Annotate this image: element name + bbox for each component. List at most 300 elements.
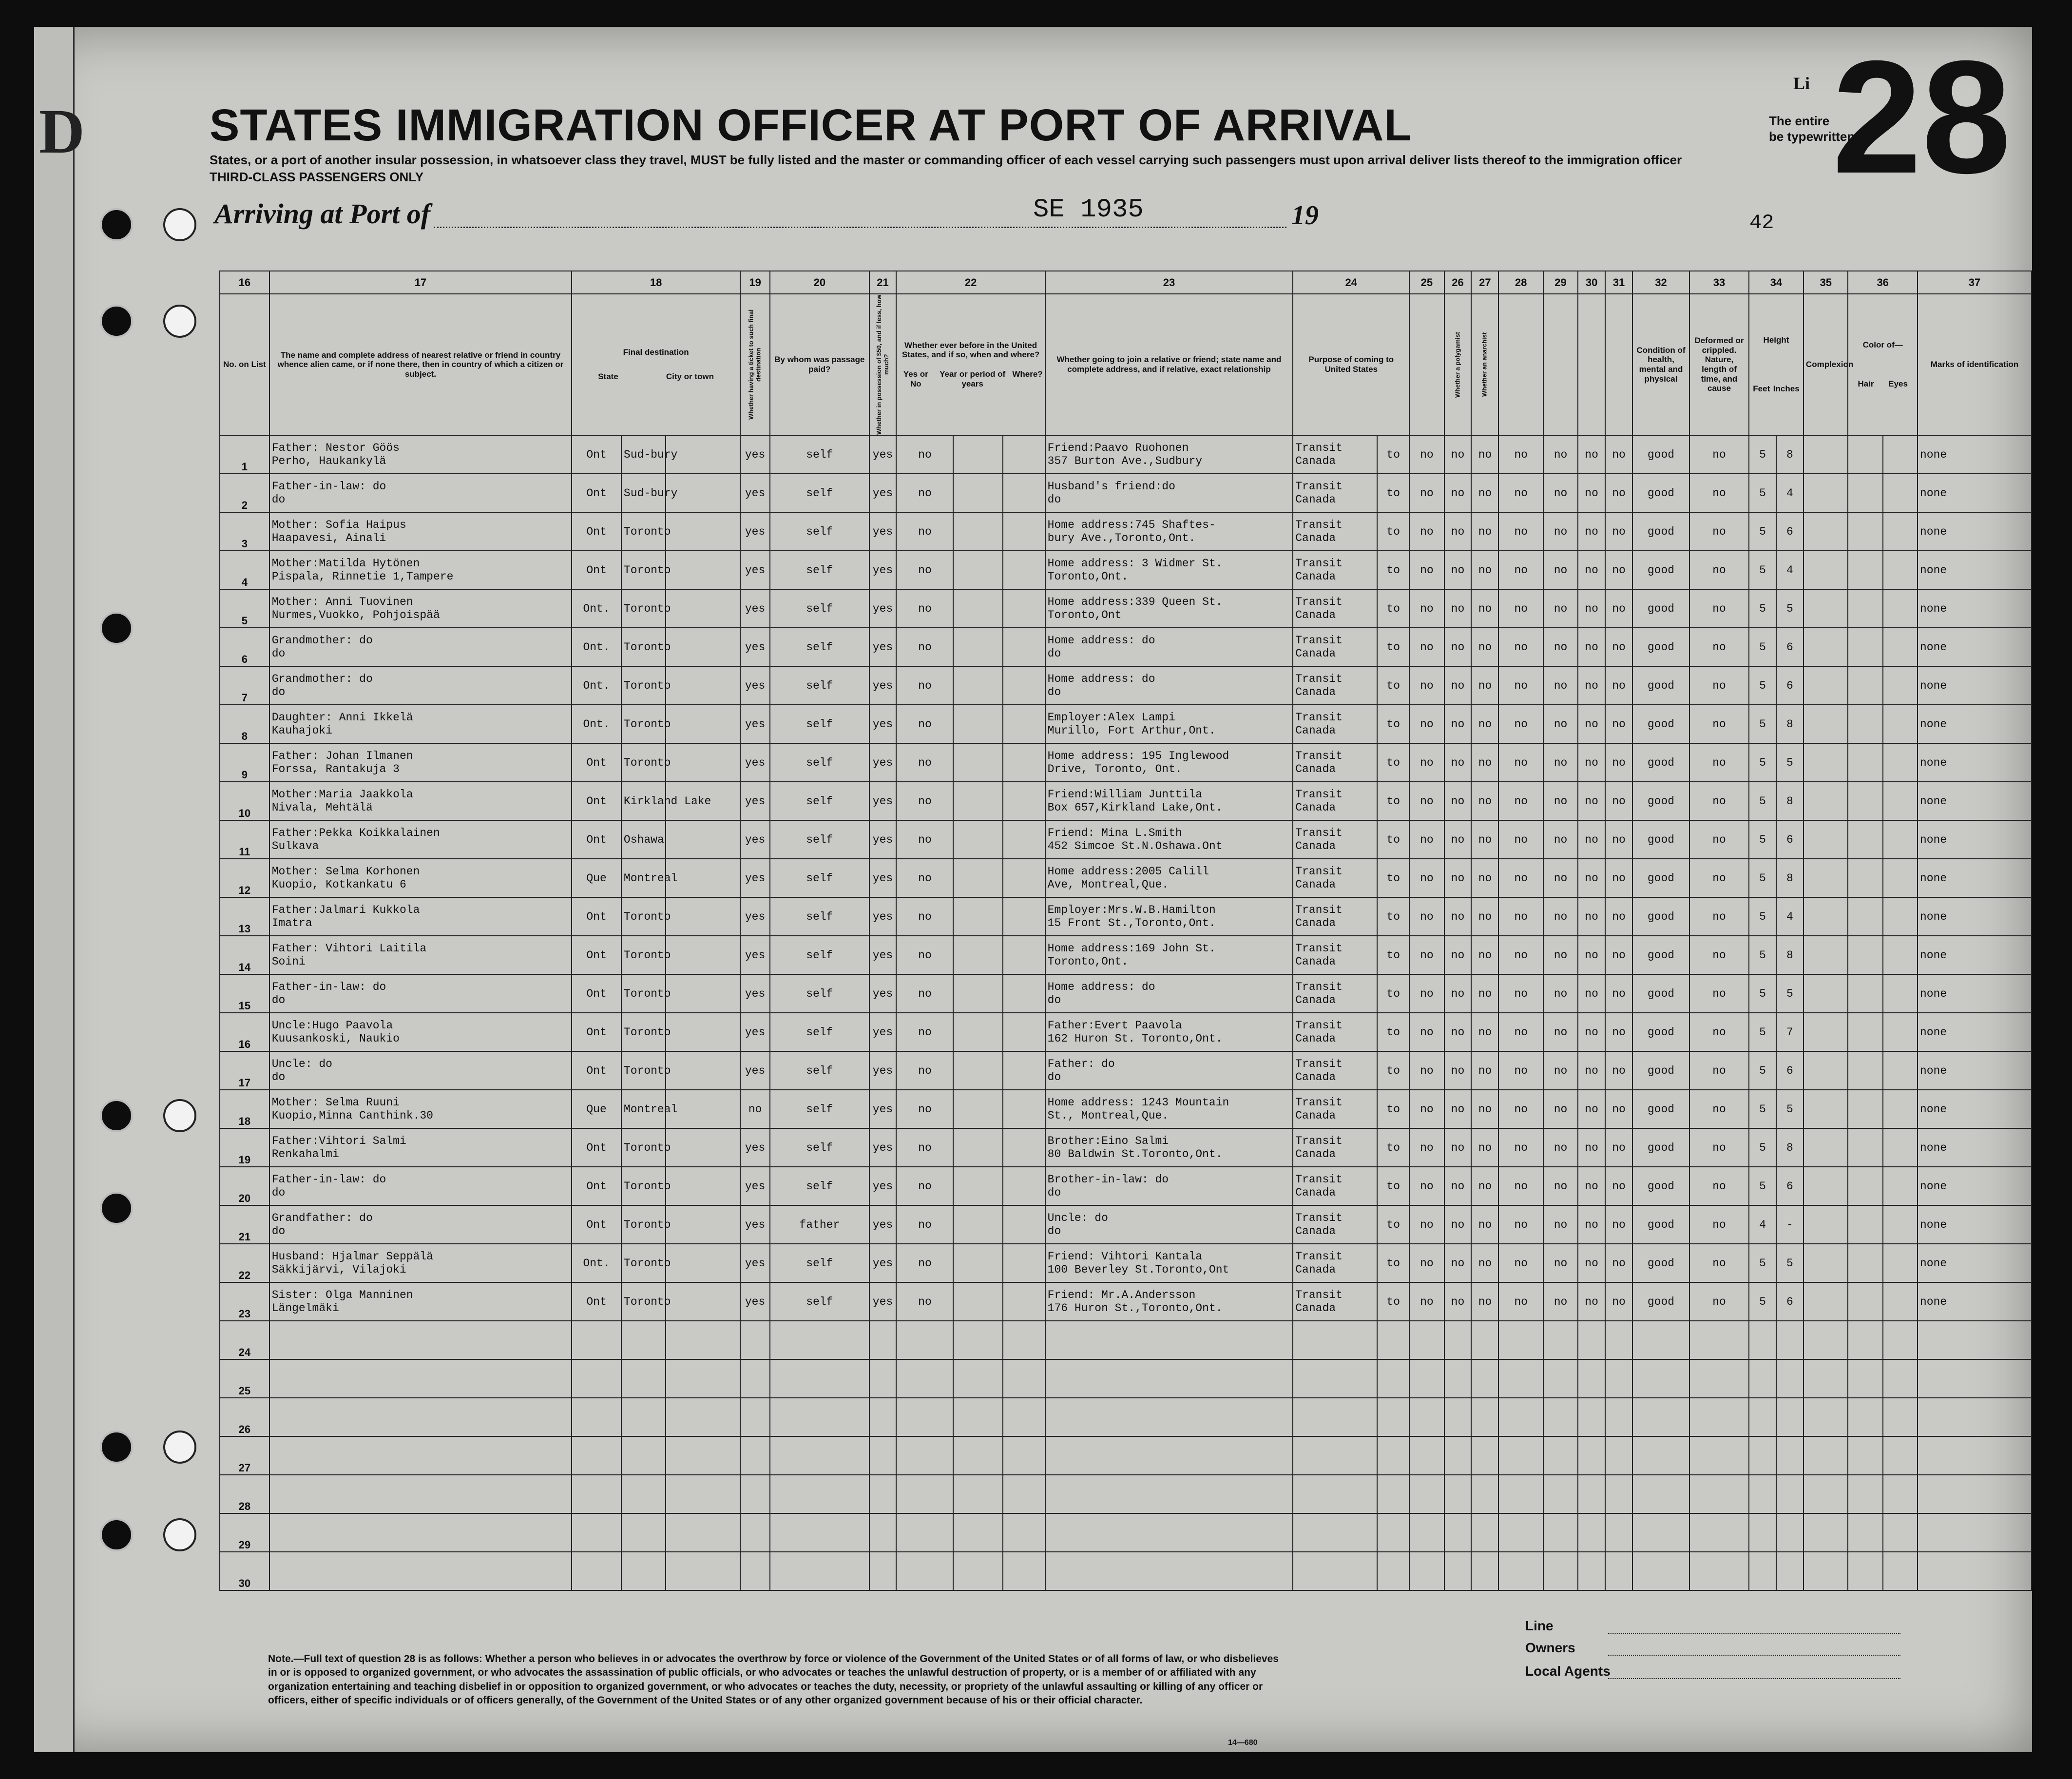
cell-empty	[1632, 1552, 1689, 1590]
cell-marks: none	[1918, 1244, 2032, 1282]
cell-c28: no	[1498, 666, 1543, 705]
cell-empty	[953, 1282, 1003, 1321]
cell-join2: do	[1047, 647, 1061, 660]
cell-join1: Uncle: do	[1047, 1212, 1108, 1225]
cell-city: Sud-bury	[621, 474, 666, 512]
cell-empty	[953, 628, 1003, 666]
cell-paid: self	[770, 705, 869, 743]
cell-c26: no	[1444, 897, 1472, 936]
header-col31	[1605, 294, 1632, 435]
cell-join2: do	[1047, 493, 1061, 506]
cell-purpose2: Canada	[1295, 762, 1336, 775]
cell-money: yes	[869, 666, 897, 705]
cell-empty	[1883, 1398, 1918, 1436]
cell-empty	[1918, 1359, 2032, 1398]
cell-empty	[953, 820, 1003, 859]
cell-empty	[896, 1513, 953, 1552]
cell-c28: no	[1498, 1090, 1543, 1128]
cell-empty	[621, 1321, 666, 1359]
header-deformed: Deformed or crippled. Nature, length of time, and cause	[1689, 294, 1749, 435]
cell-empty	[1498, 1513, 1543, 1552]
manifest-row	[220, 1090, 2032, 1128]
cell-empty	[1003, 1167, 1045, 1205]
cell-empty	[953, 1359, 1003, 1398]
cell-c27: no	[1471, 974, 1498, 1013]
cell-c29: no	[1543, 1051, 1578, 1090]
cell-purpose1: Transit	[1295, 750, 1343, 763]
cell-to: to	[1377, 820, 1409, 859]
cell-empty	[1471, 1436, 1498, 1475]
header-col30	[1578, 294, 1605, 435]
cell-empty	[1003, 1090, 1045, 1128]
cell-c31: no	[1605, 782, 1632, 820]
cell-join1	[1045, 1167, 1293, 1205]
cell-empty	[1848, 1244, 1882, 1282]
cell-join2: 80 Baldwin St.Toronto,Ont.	[1047, 1147, 1223, 1160]
cell-c26: no	[1444, 666, 1472, 705]
cell-c30: no	[1578, 1051, 1605, 1090]
cell-c27: no	[1471, 474, 1498, 512]
header-color-of	[1848, 294, 1917, 435]
manifest-row-empty	[220, 1321, 2032, 1359]
cell-empty	[666, 974, 740, 1013]
cell-feet: 5	[1749, 435, 1776, 474]
cell-c29: no	[1543, 1205, 1578, 1244]
cell-c27: no	[1471, 666, 1498, 705]
city-label: City or town	[666, 372, 714, 381]
cell-c31: no	[1605, 512, 1632, 551]
cell-rel2: Haapavesi, Ainali	[271, 531, 386, 544]
cell-paid: self	[770, 974, 869, 1013]
cell-c31: no	[1605, 974, 1632, 1013]
cell-empty	[1293, 1475, 1377, 1513]
cell-purpose1	[1293, 705, 1377, 743]
cell-money: yes	[869, 1244, 897, 1282]
cell-empty	[1689, 1436, 1749, 1475]
cell-money: yes	[869, 1051, 897, 1090]
cell-empty	[1003, 1321, 1045, 1359]
cell-empty	[1848, 897, 1882, 936]
cell-c26: no	[1444, 974, 1472, 1013]
cell-purpose1	[1293, 1282, 1377, 1321]
cell-paid: self	[770, 1013, 869, 1051]
cell-health: good	[1632, 1205, 1689, 1244]
cell-inches: 6	[1776, 1051, 1803, 1090]
cell-c30: no	[1578, 551, 1605, 589]
cell-empty	[666, 1244, 740, 1282]
cell-c25: no	[1409, 936, 1444, 974]
cell-c25: no	[1409, 474, 1444, 512]
cell-empty	[1543, 1475, 1578, 1513]
cell-join1	[1045, 1205, 1293, 1244]
cell-rel1	[269, 1282, 572, 1321]
cell-purpose2: Canada	[1295, 839, 1336, 852]
feet-label: Feet	[1753, 384, 1770, 393]
cell-empty	[666, 1513, 740, 1552]
cell-empty	[666, 705, 740, 743]
cell-feet: 5	[1749, 820, 1776, 859]
cell-c26: no	[1444, 705, 1472, 743]
cell-join1: Friend: Mr.A.Andersson	[1047, 1289, 1196, 1302]
column-number: 33	[1689, 271, 1749, 294]
cell-marks: none	[1918, 1205, 2032, 1244]
cell-empty	[1803, 974, 1848, 1013]
column-number: 29	[1543, 271, 1578, 294]
cell-feet: 5	[1749, 974, 1776, 1013]
cell-c31: no	[1605, 936, 1632, 974]
cell-health: good	[1632, 743, 1689, 782]
cell-empty	[1003, 1013, 1045, 1051]
cell-c26: no	[1444, 435, 1472, 474]
cell-empty	[1803, 1205, 1848, 1244]
cell-empty	[1045, 1398, 1293, 1436]
cell-empty	[1848, 1167, 1882, 1205]
cell-c29: no	[1543, 474, 1578, 512]
cell-to: to	[1377, 1244, 1409, 1282]
manifest-row	[220, 936, 2032, 974]
cell-inches: 4	[1776, 551, 1803, 589]
cell-paid: self	[770, 1051, 869, 1090]
cell-empty	[1803, 1359, 1848, 1398]
cell-feet: 5	[1749, 628, 1776, 666]
cell-empty	[621, 1398, 666, 1436]
cell-empty	[1883, 743, 1918, 782]
header-before-in-us	[896, 294, 1045, 435]
cell-to: to	[1377, 512, 1409, 551]
cell-rel1: Uncle:Hugo Paavola	[271, 1019, 393, 1032]
cell-empty	[1918, 1552, 2032, 1590]
inches-label: Inches	[1773, 384, 1800, 393]
manifest-sheet	[34, 27, 2032, 1752]
cell-to: to	[1377, 1167, 1409, 1205]
manifest-row	[220, 897, 2032, 936]
cell-feet: 5	[1749, 1013, 1776, 1051]
cell-no: 1	[220, 435, 269, 474]
cell-purpose1: Transit	[1295, 1289, 1343, 1302]
cell-purpose1	[1293, 512, 1377, 551]
cell-c27: no	[1471, 705, 1498, 743]
cell-c28: no	[1498, 1128, 1543, 1167]
cell-empty	[740, 1321, 770, 1359]
cell-empty	[1883, 589, 1918, 628]
cell-c26: no	[1444, 1013, 1472, 1051]
cell-money: yes	[869, 1128, 897, 1167]
cell-empty	[666, 743, 740, 782]
cell-deformed: no	[1689, 782, 1749, 820]
cell-join2: do	[1047, 1070, 1061, 1083]
cell-purpose1: Transit	[1295, 634, 1343, 647]
cell-purpose1: Transit	[1295, 480, 1343, 493]
cell-rel2: Sulkava	[271, 839, 319, 852]
cell-deformed: no	[1689, 859, 1749, 897]
cell-feet: 5	[1749, 782, 1776, 820]
cell-empty	[666, 1013, 740, 1051]
cell-no: 5	[220, 589, 269, 628]
cell-feet: 5	[1749, 551, 1776, 589]
cell-empty	[1632, 1321, 1689, 1359]
cell-empty	[1444, 1513, 1472, 1552]
cell-purpose2: Canada	[1295, 724, 1336, 737]
cell-rel1: Father-in-law: do	[271, 981, 386, 994]
cell-empty	[1803, 1167, 1848, 1205]
cell-ticket: yes	[740, 1128, 770, 1167]
cell-city: Toronto	[621, 628, 666, 666]
cell-rel1: Father:Vihtori Salmi	[271, 1135, 406, 1148]
cell-purpose1	[1293, 474, 1377, 512]
cell-empty	[1883, 1359, 1918, 1398]
cell-join1: Home address:339 Queen St.	[1047, 596, 1223, 609]
cell-empty	[953, 705, 1003, 743]
cell-empty	[1409, 1321, 1444, 1359]
cell-purpose2: Canada	[1295, 801, 1336, 814]
cell-empty	[953, 1513, 1003, 1552]
cell-rel1	[269, 743, 572, 782]
cell-empty	[1293, 1398, 1377, 1436]
cell-empty	[1803, 1090, 1848, 1128]
header-nearest-relative: The name and complete address of nearest relative or friend in country whence alien came, or if none there, then in country of which a citizen or subject.	[269, 294, 572, 435]
final-destination-label: Final destination	[623, 348, 689, 357]
cell-deformed: no	[1689, 974, 1749, 1013]
cell-to: to	[1377, 1282, 1409, 1321]
manifest-grid	[219, 271, 2032, 1633]
header-money: Whether in possession of $50, and if less, how much?	[869, 294, 897, 435]
cell-ticket: yes	[740, 1282, 770, 1321]
cell-empty	[1377, 1321, 1409, 1359]
cell-c26: no	[1444, 1282, 1472, 1321]
cell-c26: no	[1444, 859, 1472, 897]
cell-empty	[1377, 1398, 1409, 1436]
cell-empty	[1803, 820, 1848, 859]
cell-rel1	[269, 1205, 572, 1244]
cell-purpose1	[1293, 435, 1377, 474]
cell-deformed: no	[1689, 1013, 1749, 1051]
cell-join2: Toronto,Ont.	[1047, 955, 1129, 968]
cell-money: yes	[869, 1013, 897, 1051]
cell-marks: none	[1918, 1282, 2032, 1321]
cell-paid: self	[770, 474, 869, 512]
manifest-row	[220, 474, 2032, 512]
cell-purpose1: Transit	[1295, 865, 1343, 878]
cell-join2: do	[1047, 993, 1061, 1006]
cell-join1	[1045, 589, 1293, 628]
cell-c30: no	[1578, 859, 1605, 897]
header-anarchist: Whether an anarchist	[1471, 294, 1498, 435]
cell-join1: Home address:169 John St.	[1047, 942, 1216, 955]
cell-purpose1: Transit	[1295, 519, 1343, 532]
cell-c31: no	[1605, 820, 1632, 859]
cell-empty	[1848, 628, 1882, 666]
cell-join1: Friend: Vihtori Kantala	[1047, 1250, 1203, 1263]
cell-empty	[896, 1475, 953, 1513]
cell-empty	[1848, 1475, 1882, 1513]
cell-c30: no	[1578, 820, 1605, 859]
cell-inches: 5	[1776, 1090, 1803, 1128]
cell-rel1	[269, 666, 572, 705]
cell-state: Ont	[572, 551, 621, 589]
cell-feet: 5	[1749, 474, 1776, 512]
manifest-row	[220, 551, 2032, 589]
cell-money: yes	[869, 474, 897, 512]
cell-before: no	[896, 936, 953, 974]
cell-empty	[666, 1205, 740, 1244]
cell-empty	[1749, 1513, 1776, 1552]
cell-empty	[953, 1128, 1003, 1167]
cell-empty	[1689, 1398, 1749, 1436]
cell-c26: no	[1444, 1244, 1472, 1282]
cell-health: good	[1632, 1282, 1689, 1321]
cell-c28: no	[1498, 1244, 1543, 1282]
cell-to: to	[1377, 705, 1409, 743]
cell-ticket: yes	[740, 1205, 770, 1244]
cell-before: no	[896, 1013, 953, 1051]
header-no-on-list: No. on List	[220, 294, 269, 435]
cell-empty	[953, 666, 1003, 705]
cell-empty	[770, 1552, 869, 1590]
cell-marks: none	[1918, 1051, 2032, 1090]
cell-empty	[666, 897, 740, 936]
cell-empty	[1543, 1436, 1578, 1475]
cell-empty	[1409, 1475, 1444, 1513]
cell-c31: no	[1605, 474, 1632, 512]
cell-c30: no	[1578, 1013, 1605, 1051]
cell-empty	[1848, 1128, 1882, 1167]
cell-city: Toronto	[621, 936, 666, 974]
cell-ticket: yes	[740, 435, 770, 474]
cell-marks: none	[1918, 743, 2032, 782]
cell-c27: no	[1471, 1282, 1498, 1321]
cell-empty	[666, 1475, 740, 1513]
cell-feet: 5	[1749, 1128, 1776, 1167]
cell-join1	[1045, 628, 1293, 666]
cell-c26: no	[1444, 1128, 1472, 1167]
cell-purpose1	[1293, 859, 1377, 897]
cell-c29: no	[1543, 974, 1578, 1013]
cell-empty	[953, 1090, 1003, 1128]
cell-join2: Toronto,Ont.	[1047, 570, 1129, 583]
cell-purpose2: Canada	[1295, 993, 1336, 1006]
cell-no: 9	[220, 743, 269, 782]
cell-empty	[1848, 974, 1882, 1013]
cell-empty	[1883, 435, 1918, 474]
cell-empty	[1578, 1475, 1605, 1513]
cell-empty	[1803, 1475, 1848, 1513]
cell-purpose1: Transit	[1295, 1173, 1343, 1186]
cell-marks: none	[1918, 1128, 2032, 1167]
cell-empty	[1578, 1436, 1605, 1475]
cell-empty	[1632, 1359, 1689, 1398]
cell-c27: no	[1471, 1205, 1498, 1244]
cell-purpose1: Transit	[1295, 1019, 1343, 1032]
manifest-row	[220, 705, 2032, 743]
cell-marks: none	[1918, 859, 2032, 897]
cell-c28: no	[1498, 474, 1543, 512]
cell-money: yes	[869, 743, 897, 782]
cell-join1: Brother:Eino Salmi	[1047, 1135, 1169, 1148]
binding-hole	[100, 305, 133, 338]
owners-label: Owners	[1525, 1640, 1575, 1655]
cell-empty	[666, 1398, 740, 1436]
cell-join1: Home address: do	[1047, 634, 1155, 647]
cell-empty	[953, 589, 1003, 628]
cell-money: yes	[869, 589, 897, 628]
cell-no: 12	[220, 859, 269, 897]
manifest-row	[220, 512, 2032, 551]
cell-empty	[953, 1398, 1003, 1436]
cell-empty	[1749, 1552, 1776, 1590]
cell-join1	[1045, 897, 1293, 936]
cell-empty	[1883, 1321, 1918, 1359]
cell-c30: no	[1578, 974, 1605, 1013]
cell-c25: no	[1409, 974, 1444, 1013]
cell-rel2: Kuopio,Minna Canthink.30	[271, 1109, 433, 1122]
cell-empty	[1883, 1128, 1918, 1167]
cell-c26: no	[1444, 1167, 1472, 1205]
cell-join2: do	[1047, 1224, 1061, 1238]
cell-empty	[1749, 1475, 1776, 1513]
cell-join2: Drive, Toronto, Ont.	[1047, 762, 1182, 775]
cell-c31: no	[1605, 1013, 1632, 1051]
cell-join1	[1045, 705, 1293, 743]
cell-empty	[953, 1205, 1003, 1244]
cell-c28: no	[1498, 1282, 1543, 1321]
cell-empty	[1003, 897, 1045, 936]
cell-marks: none	[1918, 512, 2032, 551]
cell-rel1	[269, 474, 572, 512]
cell-rel1: Father:Jalmari Kukkola	[271, 904, 420, 917]
cell-empty	[1803, 1128, 1848, 1167]
cell-empty	[1803, 859, 1848, 897]
cell-empty	[1749, 1321, 1776, 1359]
cell-purpose2: Canada	[1295, 647, 1336, 660]
column-number-row	[220, 271, 2032, 294]
cell-empty	[1444, 1436, 1472, 1475]
cell-c25: no	[1409, 1167, 1444, 1205]
cell-empty	[1377, 1513, 1409, 1552]
cell-empty	[1689, 1359, 1749, 1398]
cell-before: no	[896, 474, 953, 512]
cell-ticket: yes	[740, 705, 770, 743]
cell-purpose2: Canada	[1295, 1109, 1336, 1122]
cell-rel2: Soini	[271, 955, 306, 968]
cell-empty	[1409, 1359, 1444, 1398]
header-condition: Condition of health, mental and physical	[1632, 294, 1689, 435]
cell-c26: no	[1444, 1205, 1472, 1244]
cell-c27: no	[1471, 1051, 1498, 1090]
cell-c27: no	[1471, 1128, 1498, 1167]
cell-empty	[953, 1013, 1003, 1051]
cell-empty	[621, 1436, 666, 1475]
cell-empty	[1883, 551, 1918, 589]
cell-purpose2: Canada	[1295, 1147, 1336, 1160]
cell-purpose2: Canada	[1295, 570, 1336, 583]
cell-empty	[1689, 1513, 1749, 1552]
cell-empty	[1003, 666, 1045, 705]
cell-rel1: Mother: Selma Ruuni	[271, 1096, 400, 1109]
cell-c26: no	[1444, 743, 1472, 782]
cell-inches: 6	[1776, 1167, 1803, 1205]
cell-rel2: Säkkijärvi, Vilajoki	[271, 1263, 406, 1276]
cell-city: Toronto	[621, 1244, 666, 1282]
cell-empty	[1883, 705, 1918, 743]
cell-no: 27	[220, 1436, 269, 1475]
cell-health: good	[1632, 1244, 1689, 1282]
cell-join2: bury Ave.,Toronto,Ont.	[1047, 531, 1196, 544]
cell-join1: Home address: 3 Widmer St.	[1047, 557, 1223, 570]
column-number: 24	[1293, 271, 1409, 294]
cell-purpose2: Canada	[1295, 878, 1336, 891]
cell-join1	[1045, 1051, 1293, 1090]
binding-hole	[163, 305, 196, 338]
